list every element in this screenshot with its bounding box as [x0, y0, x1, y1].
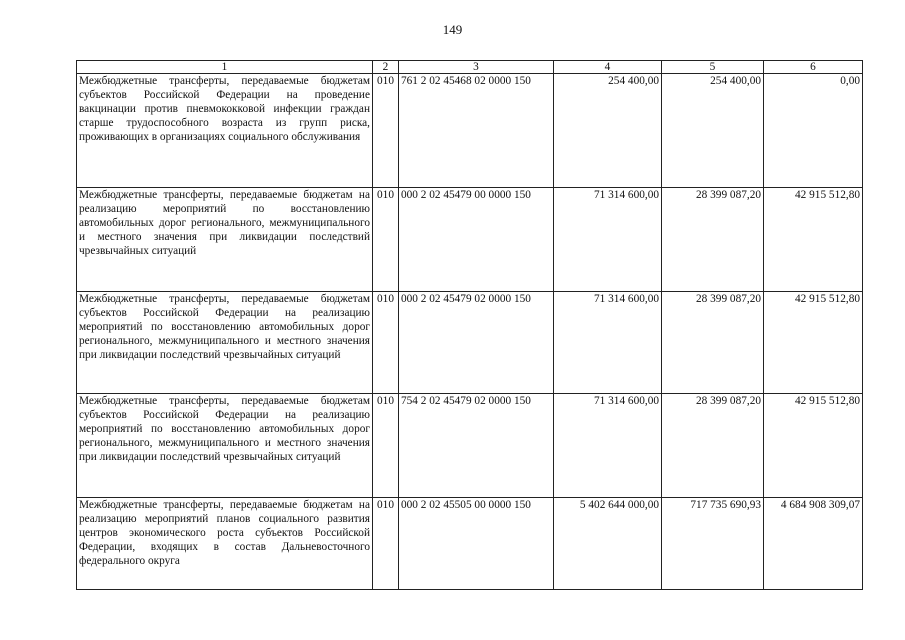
row-budget-code: 000 2 02 45479 00 0000 150	[399, 188, 554, 292]
row-admin-code: 010	[373, 394, 399, 498]
table-row	[77, 74, 863, 188]
row-description: Межбюджетные трансферты, передаваемые бюджетам на реализацию мероприятий по восстановлению автомобильных дорог регионального, межмуниципального и местного значения при ликвидации последствий чрезвычайных ситуаций	[77, 188, 373, 292]
row-col4-value: 5 402 644 000,00	[554, 498, 662, 590]
row-col4-value: 71 314 600,00	[554, 394, 662, 498]
row-col6-value: 4 684 908 309,07	[764, 498, 863, 590]
table-row	[77, 498, 863, 590]
column-header: 2	[373, 61, 399, 74]
row-admin-code: 010	[373, 74, 399, 188]
row-col4-value: 254 400,00	[554, 74, 662, 188]
row-col4-value: 71 314 600,00	[554, 188, 662, 292]
row-col6-value: 42 915 512,80	[764, 188, 863, 292]
row-col5-value: 717 735 690,93	[662, 498, 764, 590]
row-admin-code: 010	[373, 188, 399, 292]
row-col6-value: 0,00	[764, 74, 863, 188]
header-row	[77, 61, 863, 74]
row-description: Межбюджетные трансферты, передаваемые бюджетам на реализацию мероприятий планов социального развития центров экономического роста субъектов Российской Федерации, входящих в состав Дальневосточного федерального округа	[77, 498, 373, 590]
row-col5-value: 28 399 087,20	[662, 188, 764, 292]
table-row	[77, 292, 863, 394]
column-header: 1	[77, 61, 373, 74]
page-number: 149	[442, 22, 463, 37]
row-description: Межбюджетные трансферты, передаваемые бюджетам субъектов Российской Федерации на проведение вакцинации против пневмококковой инфекции граждан старше трудоспособного возраста из групп риска, проживающих в организациях социального обслуживания	[77, 74, 373, 188]
row-admin-code: 010	[373, 292, 399, 394]
row-budget-code: 000 2 02 45505 00 0000 150	[399, 498, 554, 590]
row-col4-value: 71 314 600,00	[554, 292, 662, 394]
row-col6-value: 42 915 512,80	[764, 292, 863, 394]
table-row	[77, 394, 863, 498]
row-col6-value: 42 915 512,80	[764, 394, 863, 498]
row-description: Межбюджетные трансферты, передаваемые бюджетам субъектов Российской Федерации на реализацию мероприятий по восстановлению автомобильных дорог регионального, межмуниципального и местного значения при ликвидации последствий чрезвычайных ситуаций	[77, 394, 373, 498]
column-header: 3	[399, 61, 554, 74]
row-col5-value: 254 400,00	[662, 74, 764, 188]
budget-table	[76, 60, 863, 590]
column-header: 6	[764, 61, 863, 74]
row-col5-value: 28 399 087,20	[662, 292, 764, 394]
row-admin-code: 010	[373, 498, 399, 590]
row-budget-code: 000 2 02 45479 02 0000 150	[399, 292, 554, 394]
row-col5-value: 28 399 087,20	[662, 394, 764, 498]
column-header: 5	[662, 61, 764, 74]
column-header: 4	[554, 61, 662, 74]
table-row	[77, 188, 863, 292]
row-budget-code: 754 2 02 45479 02 0000 150	[399, 394, 554, 498]
row-description: Межбюджетные трансферты, передаваемые бюджетам субъектов Российской Федерации на реализацию мероприятий по восстановлению автомобильных дорог регионального, межмуниципального и местного значения при ликвидации последствий чрезвычайных ситуаций	[77, 292, 373, 394]
row-budget-code: 761 2 02 45468 02 0000 150	[399, 74, 554, 188]
